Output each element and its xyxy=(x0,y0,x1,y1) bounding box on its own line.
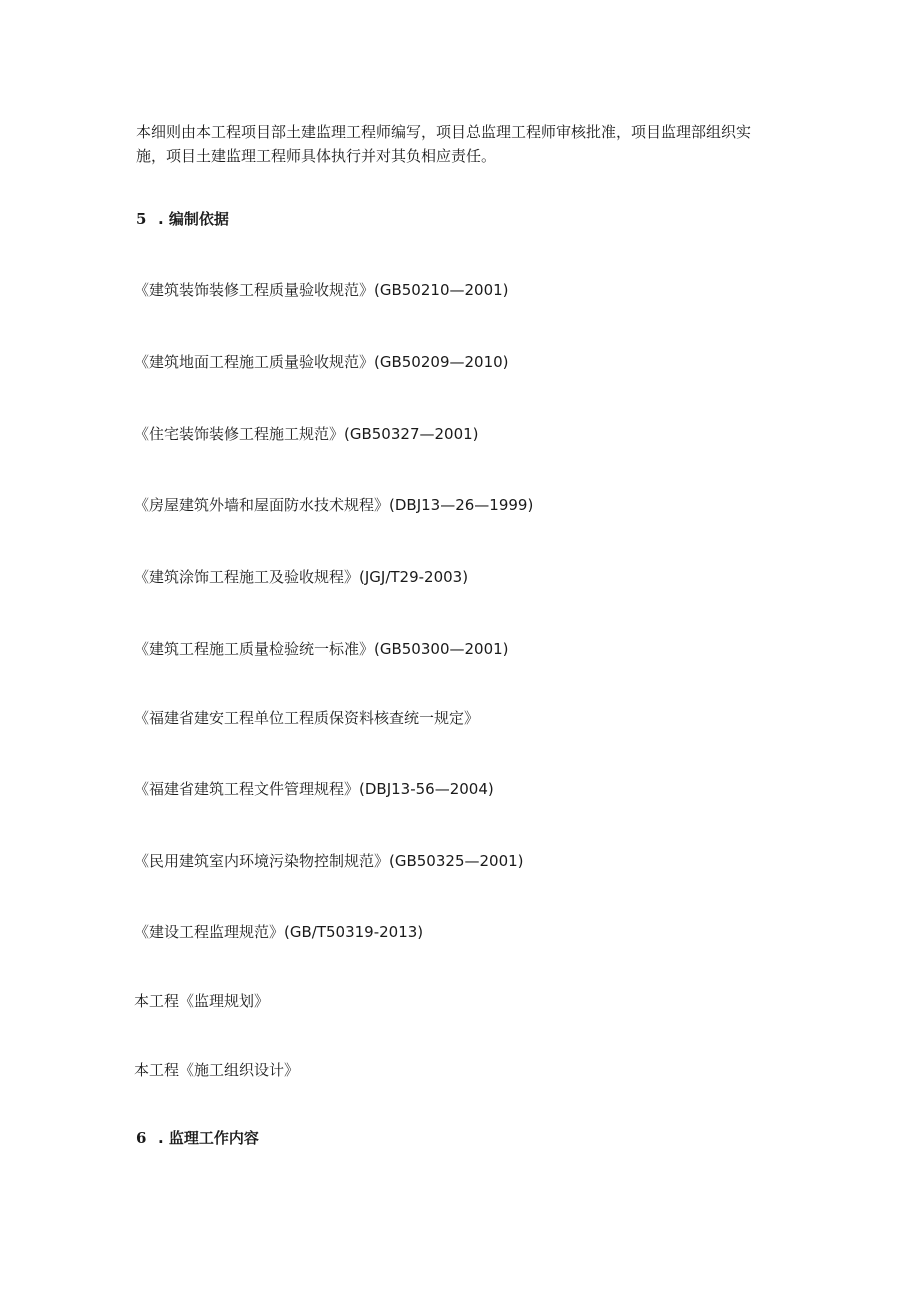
reference-item: 《建筑装饰装修工程质量验收规范》(GB50210—2001) xyxy=(134,281,509,299)
section-5-heading xyxy=(136,209,229,229)
reference-item: 《建设工程监理规范》(GB/T50319-2013) xyxy=(134,923,424,941)
reference-item: 《福建省建筑工程文件管理规程》(DBJ13-56—2004) xyxy=(134,780,494,798)
intro-paragraph: 本细则由本工程项目部土建监理工程师编写，项目总监理工程师审核批准，项目监理部组织实施，项目土建监理工程师具体执行并对其负相应责任。 xyxy=(136,123,752,165)
reference-item: 《住宅装饰装修工程施工规范》(GB50327—2001) xyxy=(134,425,479,443)
section-6-title: . 监理工作内容 xyxy=(158,1129,259,1147)
reference-item: 《房屋建筑外墙和屋面防水技术规程》(DBJ13—26—1999) xyxy=(134,496,534,514)
reference-item: 《建筑地面工程施工质量验收规范》(GB50209—2010) xyxy=(134,353,509,371)
reference-item: 《民用建筑室内环境污染物控制规范》(GB50325—2001) xyxy=(134,852,524,870)
section-6-heading xyxy=(136,1128,259,1148)
reference-item: 本工程《施工组织设计》 xyxy=(134,1061,300,1079)
section-5-number: 5 xyxy=(136,210,147,228)
reference-item: 《福建省建安工程单位工程质保资料核查统一规定》 xyxy=(134,709,480,727)
section-5-title: . 编制依据 xyxy=(158,210,229,228)
reference-item: 《建筑工程施工质量检验统一标准》(GB50300—2001) xyxy=(134,640,509,658)
section-6-number: 6 xyxy=(136,1129,147,1147)
reference-item: 本工程《监理规划》 xyxy=(134,992,270,1010)
reference-item: 《建筑涂饰工程施工及验收规程》(JGJ/T29-2003) xyxy=(134,568,469,586)
